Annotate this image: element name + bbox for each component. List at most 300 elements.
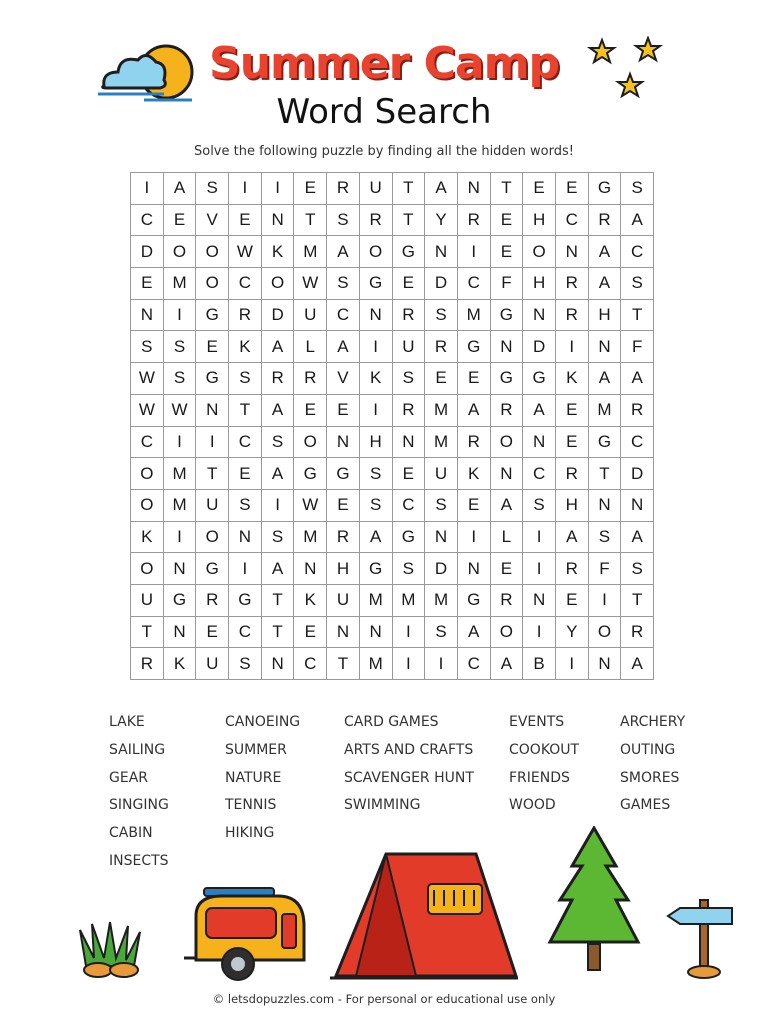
grid-cell: A <box>163 173 196 205</box>
grid-cell: O <box>131 489 164 521</box>
grid-cell: M <box>425 584 458 616</box>
grid-cell: N <box>490 331 523 363</box>
grid-cell: D <box>523 331 556 363</box>
grid-row <box>131 394 654 426</box>
grid-cell: C <box>457 268 490 300</box>
grid-cell: R <box>196 584 229 616</box>
grid-cell: T <box>588 458 621 490</box>
word-list-item: TENNIS <box>225 797 277 814</box>
grid-cell: S <box>163 331 196 363</box>
grid-cell: S <box>425 616 458 648</box>
grid-cell: G <box>229 584 262 616</box>
page-subtitle: Word Search <box>276 92 492 132</box>
grid-cell: A <box>621 521 654 553</box>
grid-cell: I <box>229 553 262 585</box>
grid-cell: C <box>131 426 164 458</box>
grid-cell: K <box>261 236 294 268</box>
grid-cell: N <box>588 489 621 521</box>
grid-cell: C <box>229 616 262 648</box>
word-list-col-1 <box>109 712 169 879</box>
grid-cell: E <box>294 173 327 205</box>
grid-cell: S <box>261 521 294 553</box>
grid-cell: A <box>621 648 654 680</box>
word-list-item: SINGING <box>109 797 169 814</box>
grid-cell: N <box>523 299 556 331</box>
grid-cell: A <box>327 236 360 268</box>
page-title: Summer Camp <box>209 38 559 89</box>
grid-cell: H <box>359 426 392 458</box>
grid-cell: C <box>621 426 654 458</box>
grid-cell: A <box>261 458 294 490</box>
grid-cell: I <box>457 521 490 553</box>
grid-cell: S <box>359 489 392 521</box>
grid-cell: T <box>131 616 164 648</box>
word-list-item: COOKOUT <box>509 741 580 758</box>
word-list-col-5 <box>620 712 685 823</box>
grid-cell: I <box>196 426 229 458</box>
grid-cell: I <box>359 394 392 426</box>
grid-cell: U <box>359 173 392 205</box>
grid-cell: N <box>588 648 621 680</box>
grid-cell: I <box>523 553 556 585</box>
grid-cell: S <box>588 521 621 553</box>
grid-cell: R <box>555 299 588 331</box>
word-list-item: WOOD <box>509 797 556 814</box>
word-list-item: SAILING <box>109 741 166 758</box>
grid-cell: H <box>588 299 621 331</box>
grid-row <box>131 458 654 490</box>
grid-row <box>131 331 654 363</box>
grid-cell: A <box>261 394 294 426</box>
grid-cell: H <box>523 204 556 236</box>
grid-cell: M <box>163 458 196 490</box>
grid-cell: M <box>359 648 392 680</box>
grid-cell: B <box>523 648 556 680</box>
grid-cell: E <box>294 616 327 648</box>
grid-cell: I <box>359 331 392 363</box>
grid-cell: N <box>490 458 523 490</box>
word-list-item: CABIN <box>109 825 153 842</box>
grid-cell: R <box>490 584 523 616</box>
grid-cell: E <box>196 331 229 363</box>
grid-cell: I <box>588 584 621 616</box>
grid-cell: H <box>327 553 360 585</box>
instructions-text: Solve the following puzzle by finding all the hidden words! <box>193 144 574 159</box>
grid-cell: I <box>163 299 196 331</box>
grid-cell: T <box>621 584 654 616</box>
grid-cell: D <box>425 268 458 300</box>
grid-cell: S <box>229 648 262 680</box>
grid-cell: G <box>588 173 621 205</box>
grid-cell: I <box>392 616 425 648</box>
grid-cell: E <box>490 236 523 268</box>
grid-cell: R <box>392 299 425 331</box>
grid-cell: E <box>196 616 229 648</box>
grid-row <box>131 584 654 616</box>
grid-cell: W <box>294 489 327 521</box>
grid-row <box>131 204 654 236</box>
grid-cell: T <box>261 616 294 648</box>
grid-cell: I <box>229 173 262 205</box>
grid-cell: G <box>359 268 392 300</box>
grid-cell: I <box>523 616 556 648</box>
grid-cell: N <box>359 299 392 331</box>
grid-cell: M <box>294 236 327 268</box>
grid-cell: T <box>196 458 229 490</box>
grid-cell: S <box>229 363 262 395</box>
grid-cell: D <box>131 236 164 268</box>
grid-row <box>131 173 654 205</box>
grid-row <box>131 426 654 458</box>
grid-cell: T <box>229 394 262 426</box>
grid-cell: I <box>392 648 425 680</box>
grid-cell: W <box>131 363 164 395</box>
grid-cell: C <box>523 458 556 490</box>
grid-row <box>131 236 654 268</box>
grid-cell: A <box>588 268 621 300</box>
grid-cell: V <box>327 363 360 395</box>
grid-cell: K <box>131 521 164 553</box>
grid-cell: G <box>359 553 392 585</box>
grid-cell: O <box>294 426 327 458</box>
grid-cell: T <box>327 648 360 680</box>
grid-cell: C <box>555 204 588 236</box>
grid-cell: R <box>555 458 588 490</box>
grid-cell: R <box>555 553 588 585</box>
grid-cell: A <box>523 394 556 426</box>
grid-cell: S <box>327 204 360 236</box>
grid-cell: M <box>163 268 196 300</box>
grid-cell: C <box>229 426 262 458</box>
grid-cell: A <box>457 394 490 426</box>
grid-cell: L <box>490 521 523 553</box>
grid-cell: C <box>229 268 262 300</box>
grid-cell: A <box>621 363 654 395</box>
grid-cell: H <box>555 489 588 521</box>
grid-cell: N <box>229 521 262 553</box>
grid-cell: D <box>621 458 654 490</box>
grid-cell: H <box>523 268 556 300</box>
grid-cell: O <box>131 553 164 585</box>
footer-copyright: © letsdopuzzles.com - For personal or educational use only <box>212 992 556 1006</box>
grid-cell: M <box>163 489 196 521</box>
grid-cell: E <box>327 489 360 521</box>
grid-cell: C <box>131 204 164 236</box>
grid-cell: S <box>621 173 654 205</box>
grid-cell: U <box>425 458 458 490</box>
grid-cell: G <box>490 363 523 395</box>
grid-cell: S <box>229 489 262 521</box>
grid-cell: N <box>261 648 294 680</box>
grid-cell: E <box>555 426 588 458</box>
grid-row <box>131 521 654 553</box>
grid-cell: I <box>555 648 588 680</box>
grid-cell: E <box>294 394 327 426</box>
grid-cell: Y <box>425 204 458 236</box>
grid-cell: K <box>163 648 196 680</box>
grid-cell: O <box>490 616 523 648</box>
word-list-item: FRIENDS <box>509 769 570 786</box>
grid-cell: N <box>163 553 196 585</box>
word-list-item: GAMES <box>620 797 671 814</box>
grid-cell: R <box>327 521 360 553</box>
word-list-item: CANOEING <box>225 714 301 730</box>
grid-row <box>131 299 654 331</box>
grid-cell: A <box>588 236 621 268</box>
grid-cell: R <box>490 394 523 426</box>
word-list-item: OUTING <box>620 741 676 758</box>
grid-cell: S <box>163 363 196 395</box>
grid-cell: U <box>131 584 164 616</box>
grid-cell: U <box>196 489 229 521</box>
grid-cell: K <box>359 363 392 395</box>
grid-cell: M <box>425 394 458 426</box>
grid-cell: T <box>392 204 425 236</box>
grid-cell: A <box>261 553 294 585</box>
grid-cell: T <box>392 173 425 205</box>
grid-cell: R <box>457 426 490 458</box>
grid-cell: G <box>588 426 621 458</box>
grid-cell: T <box>294 204 327 236</box>
grid-cell: O <box>196 236 229 268</box>
grid-cell: S <box>392 363 425 395</box>
grid-cell: M <box>294 521 327 553</box>
grid-cell: C <box>621 236 654 268</box>
grid-cell: Y <box>555 616 588 648</box>
grid-cell: R <box>457 204 490 236</box>
word-list-item: INSECTS <box>109 852 169 869</box>
grid-cell: A <box>555 521 588 553</box>
grid-cell: M <box>392 584 425 616</box>
grid-cell: U <box>294 299 327 331</box>
grid-cell: O <box>196 268 229 300</box>
word-list-item: SCAVENGER HUNT <box>344 769 474 786</box>
grid-cell: M <box>425 426 458 458</box>
grid-cell: F <box>588 553 621 585</box>
grid-cell: G <box>163 584 196 616</box>
grid-cell: O <box>588 616 621 648</box>
grid-cell: K <box>555 363 588 395</box>
grid-cell: A <box>425 173 458 205</box>
grid-cell: O <box>261 268 294 300</box>
grid-cell: O <box>359 236 392 268</box>
grid-cell: E <box>523 173 556 205</box>
grid-cell: G <box>392 521 425 553</box>
grid-cell: A <box>261 331 294 363</box>
grid-cell: S <box>425 299 458 331</box>
grid-cell: R <box>555 268 588 300</box>
grid-cell: E <box>490 553 523 585</box>
grid-cell: R <box>327 173 360 205</box>
grid-cell: E <box>327 394 360 426</box>
word-list-item: LAKE <box>109 714 145 730</box>
grid-cell: U <box>392 331 425 363</box>
grid-cell: E <box>555 394 588 426</box>
grid-cell: S <box>523 489 556 521</box>
grid-row <box>131 363 654 395</box>
grid-cell: R <box>294 363 327 395</box>
grid-cell: N <box>621 489 654 521</box>
grid-cell: R <box>621 616 654 648</box>
grid-cell: I <box>131 173 164 205</box>
word-list-item: NATURE <box>225 769 282 786</box>
grid-cell: N <box>294 553 327 585</box>
grid-cell: R <box>588 204 621 236</box>
grid-cell: A <box>588 363 621 395</box>
word-list-item: GEAR <box>109 769 148 786</box>
word-list-col-4 <box>509 712 579 823</box>
grid-cell: R <box>229 299 262 331</box>
grid-cell: N <box>163 616 196 648</box>
grid-cell: G <box>196 553 229 585</box>
grid-cell: K <box>229 331 262 363</box>
grid-cell: T <box>261 584 294 616</box>
word-list-item: CARD GAMES <box>344 714 439 730</box>
grid-cell: N <box>457 553 490 585</box>
grid-cell: U <box>327 584 360 616</box>
grid-cell: S <box>327 268 360 300</box>
grid-cell: E <box>457 363 490 395</box>
grid-cell: R <box>261 363 294 395</box>
word-list-item: EVENTS <box>509 714 565 730</box>
grid-cell: N <box>425 236 458 268</box>
grid-cell: E <box>425 363 458 395</box>
grid-cell: K <box>294 584 327 616</box>
grid-cell: D <box>261 299 294 331</box>
grid-cell: G <box>490 299 523 331</box>
grid-cell: N <box>131 299 164 331</box>
grid-cell: N <box>261 204 294 236</box>
grid-cell: A <box>457 616 490 648</box>
grid-row <box>131 648 654 680</box>
grid-cell: N <box>523 426 556 458</box>
grid-cell: G <box>196 363 229 395</box>
word-search-grid <box>130 172 654 680</box>
grid-cell: E <box>163 204 196 236</box>
grid-cell: S <box>621 553 654 585</box>
pine-tree-icon <box>546 826 642 974</box>
grid-cell: M <box>588 394 621 426</box>
grid-cell: O <box>163 236 196 268</box>
grid-cell: W <box>229 236 262 268</box>
signpost-icon <box>664 896 740 980</box>
grid-cell: U <box>196 648 229 680</box>
word-list-item: SUMMER <box>225 741 287 758</box>
word-list-col-2 <box>225 712 300 851</box>
word-list-item: SMORES <box>620 769 680 786</box>
grid-cell: A <box>490 648 523 680</box>
grid-cell: N <box>555 236 588 268</box>
grid-cell: V <box>196 204 229 236</box>
grid-cell: I <box>457 236 490 268</box>
word-list-item: HIKING <box>225 825 275 842</box>
grid-cell: M <box>359 584 392 616</box>
grid-cell: S <box>621 268 654 300</box>
grid-cell: C <box>392 489 425 521</box>
grid-cell: C <box>327 299 360 331</box>
grid-cell: E <box>229 458 262 490</box>
grid-cell: N <box>196 394 229 426</box>
grid-row <box>131 489 654 521</box>
grid-row <box>131 616 654 648</box>
grid-cell: A <box>490 489 523 521</box>
grid-cell: T <box>621 299 654 331</box>
grid-cell: E <box>555 173 588 205</box>
grid-cell: R <box>425 331 458 363</box>
grid-row <box>131 553 654 585</box>
grid-cell: S <box>425 489 458 521</box>
grid-cell: I <box>163 426 196 458</box>
grid-cell: W <box>163 394 196 426</box>
grid-cell: I <box>261 173 294 205</box>
grid-cell: O <box>523 236 556 268</box>
grid-cell: E <box>131 268 164 300</box>
grid-cell: O <box>196 521 229 553</box>
grid-cell: L <box>294 331 327 363</box>
grid-row <box>131 268 654 300</box>
grid-cell: S <box>131 331 164 363</box>
grid-cell: W <box>131 394 164 426</box>
grid-cell: N <box>327 616 360 648</box>
grid-cell: O <box>131 458 164 490</box>
grid-cell: N <box>457 173 490 205</box>
grass-icon <box>76 918 146 980</box>
grid-cell: C <box>294 648 327 680</box>
camper-trailer-icon <box>182 886 312 986</box>
grid-cell: A <box>359 521 392 553</box>
grid-cell: E <box>229 204 262 236</box>
grid-cell: I <box>163 521 196 553</box>
grid-cell: K <box>457 458 490 490</box>
grid-cell: N <box>425 521 458 553</box>
grid-cell: F <box>490 268 523 300</box>
word-list-item: ARTS AND CRAFTS <box>344 741 474 758</box>
grid-cell: G <box>457 584 490 616</box>
grid-cell: S <box>359 458 392 490</box>
grid-cell: G <box>457 331 490 363</box>
grid-cell: R <box>131 648 164 680</box>
grid-cell: N <box>588 331 621 363</box>
grid-cell: T <box>490 173 523 205</box>
grid-cell: D <box>425 553 458 585</box>
grid-cell: O <box>490 426 523 458</box>
grid-cell: R <box>359 204 392 236</box>
grid-cell: N <box>523 584 556 616</box>
grid-cell: C <box>457 648 490 680</box>
grid-cell: W <box>294 268 327 300</box>
grid-cell: G <box>327 458 360 490</box>
grid-cell: A <box>327 331 360 363</box>
grid-cell: G <box>196 299 229 331</box>
word-list-item: SWIMMING <box>344 797 421 814</box>
grid-cell: A <box>621 204 654 236</box>
grid-cell: E <box>490 204 523 236</box>
grid-cell: S <box>392 553 425 585</box>
grid-cell: E <box>555 584 588 616</box>
grid-cell: I <box>555 331 588 363</box>
grid-cell: I <box>523 521 556 553</box>
grid-cell: R <box>621 394 654 426</box>
grid-cell: M <box>457 299 490 331</box>
grid-cell: N <box>392 426 425 458</box>
grid-cell: S <box>261 426 294 458</box>
grid-cell: E <box>457 489 490 521</box>
grid-cell: I <box>261 489 294 521</box>
grid-cell: N <box>327 426 360 458</box>
grid-cell: G <box>392 236 425 268</box>
tent-icon <box>326 846 522 984</box>
word-list-col-3 <box>344 712 474 823</box>
